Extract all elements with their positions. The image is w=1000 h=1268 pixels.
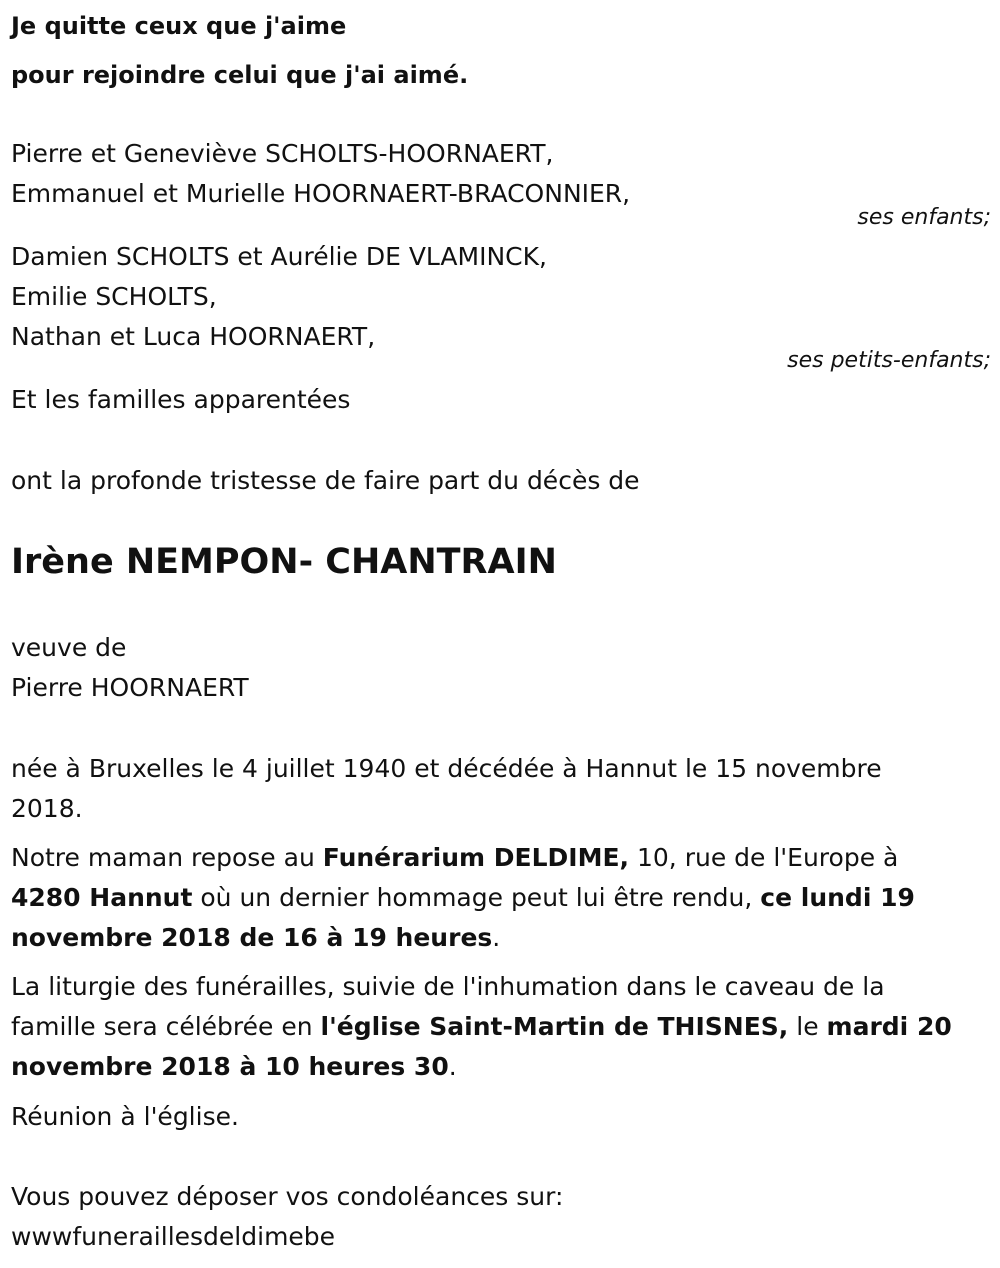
- repose-text-4: .: [492, 923, 501, 952]
- repose-text-2: 10, rue de l'Europe à: [629, 843, 899, 872]
- visitation-date: ce lundi 19 novembre 2018 de 16 à 19 heures: [11, 883, 915, 952]
- grandchild-name-2: Emilie SCHOLTS,: [11, 282, 217, 311]
- repose-text-3: où un dernier hommage peut lui être rendu,: [192, 883, 761, 912]
- announcement-line: ont la profonde tristesse de faire part du décès de: [11, 466, 640, 495]
- liturgy-text-3: .: [448, 1052, 457, 1081]
- families-line: Et les familles apparentées: [11, 385, 351, 414]
- reunion-line: Réunion à l'église.: [11, 1102, 239, 1131]
- liturgy-paragraph: [11, 967, 971, 1087]
- repose-paragraph: [11, 838, 971, 958]
- grandchild-name-1: Damien SCHOLTS et Aurélie DE VLAMINCK,: [11, 242, 547, 271]
- children-relation: ses enfants;: [857, 205, 991, 230]
- funerarium-name: Funérarium DELDIME,: [322, 843, 630, 872]
- child-name-2: Emmanuel et Murielle HOORNAERT-BRACONNIER,: [11, 179, 631, 208]
- widow-of-label: veuve de: [11, 633, 127, 662]
- quote-line-1: Je quitte ceux que j'aime: [11, 12, 347, 40]
- grandchild-name-3: Nathan et Luca HOORNAERT,: [11, 322, 376, 351]
- deceased-name: Irène NEMPON- CHANTRAIN: [11, 542, 557, 582]
- quote-line-2: pour rejoindre celui que j'ai aimé.: [11, 61, 469, 89]
- liturgy-text-2: le: [788, 1012, 827, 1041]
- grandchildren-relation: ses petits-enfants;: [787, 348, 991, 373]
- repose-text-1: Notre maman repose au: [11, 843, 323, 872]
- condolences-url[interactable]: wwwfuneraillesdeldimebe: [11, 1222, 336, 1251]
- late-husband-name: Pierre HOORNAERT: [11, 673, 249, 702]
- liturgy-text-1: La liturgie des funérailles, suivie de l'inhumation dans le caveau de la famille sera célébrée en: [11, 972, 885, 1041]
- funerarium-city: 4280 Hannut: [11, 883, 193, 912]
- child-name-1: Pierre et Geneviève SCHOLTS-HOORNAERT,: [11, 139, 554, 168]
- funeral-date: mardi 20 novembre 2018 à 10 heures 30: [11, 1012, 952, 1081]
- church-name: l'église Saint-Martin de THISNES,: [320, 1012, 789, 1041]
- condolences-line: Vous pouvez déposer vos condoléances sur:: [11, 1182, 564, 1211]
- birth-death-text: née à Bruxelles le 4 juillet 1940 et décédée à Hannut le 15 novembre 2018.: [11, 754, 882, 823]
